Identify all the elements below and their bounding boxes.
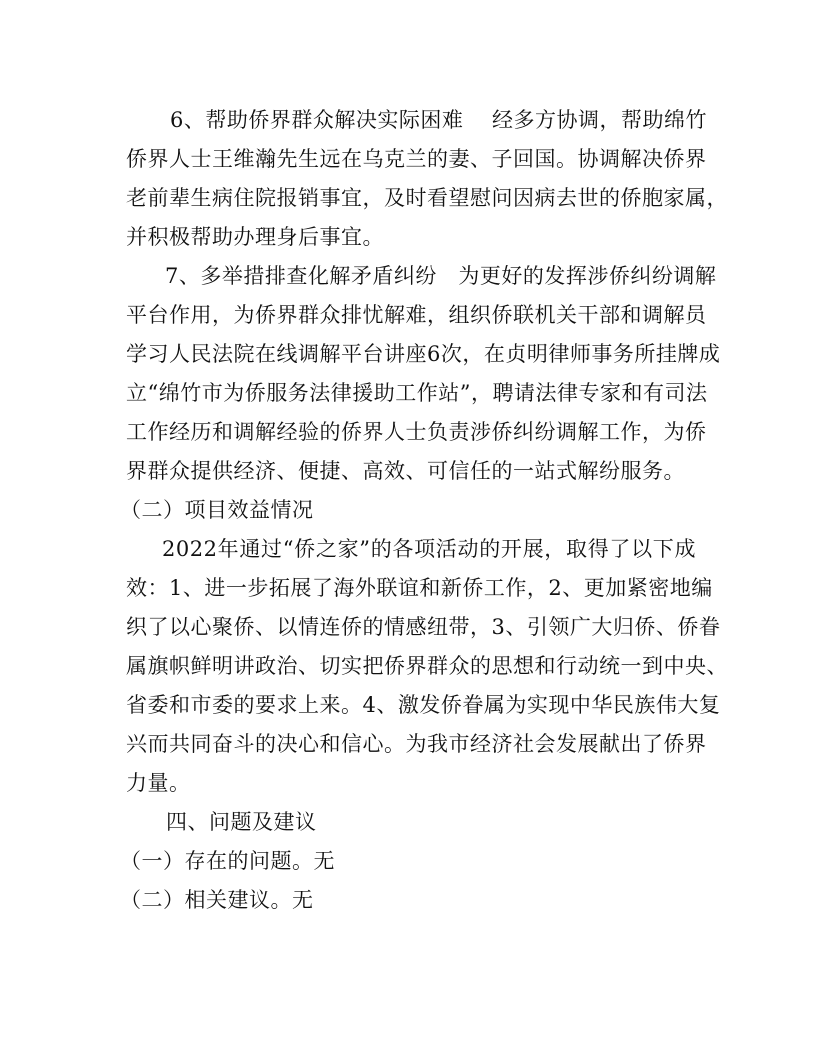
- text-line-4: 并积极帮助办理身后事宜。: [126, 225, 384, 249]
- text-line-12: 2022年通过“侨之家”的各项活动的开展，取得了以下成: [162, 537, 696, 561]
- text-line-18: 力量。: [126, 771, 191, 795]
- text-line-16: 省委和市委的要求上来。4、激发侨眷属为实现中华民族伟大复: [126, 693, 721, 717]
- text-line-2: 侨界人士王维瀚先生远在乌克兰的妻、子回国。协调解决侨界: [126, 147, 707, 171]
- text-line-17: 兴而共同奋斗的决心和信心。为我市经济社会发展献出了侨界: [126, 732, 707, 756]
- text-line-1: 6、帮助侨界群众解决实际困难 经多方协调，帮助绵竹: [170, 108, 708, 132]
- text-line-5: 7、多举措排查化解矛盾纠纷 为更好的发挥涉侨纠纷调解: [165, 264, 717, 288]
- text-line-13: 效：1、进一步拓展了海外联谊和新侨工作，2、更加紧密地编: [126, 576, 713, 600]
- subheading-related-suggestions: （二）相关建议。无: [120, 888, 314, 912]
- text-line-8: 立“绵竹市为侨服务法律援助工作站”，聘请法律专家和有司法: [126, 381, 708, 405]
- text-line-9: 工作经历和调解经验的侨界人士负责涉侨纠纷调解工作，为侨: [126, 420, 707, 444]
- text-line-15: 属旗帜鲜明讲政治、切实把侨界群众的思想和行动统一到中央、: [126, 654, 728, 678]
- text-line-7: 学习人民法院在线调解平台讲座6次，在贞明律师事务所挂牌成: [126, 342, 721, 366]
- text-line-10: 界群众提供经济、便捷、高效、可信任的一站式解纷服务。: [126, 459, 685, 483]
- text-line-3: 老前辈生病住院报销事宜，及时看望慰问因病去世的侨胞家属，: [126, 186, 728, 210]
- text-line-6: 平台作用，为侨界群众排忧解难，组织侨联机关干部和调解员: [126, 303, 707, 327]
- section-heading-project-benefits: （二）项目效益情况: [120, 498, 314, 522]
- section-heading-problems-suggestions: 四、问题及建议: [166, 810, 317, 834]
- text-line-14: 织了以心聚侨、以情连侨的情感纽带，3、引领广大归侨、侨眷: [126, 615, 721, 639]
- subheading-existing-problems: （一）存在的问题。无: [120, 849, 335, 873]
